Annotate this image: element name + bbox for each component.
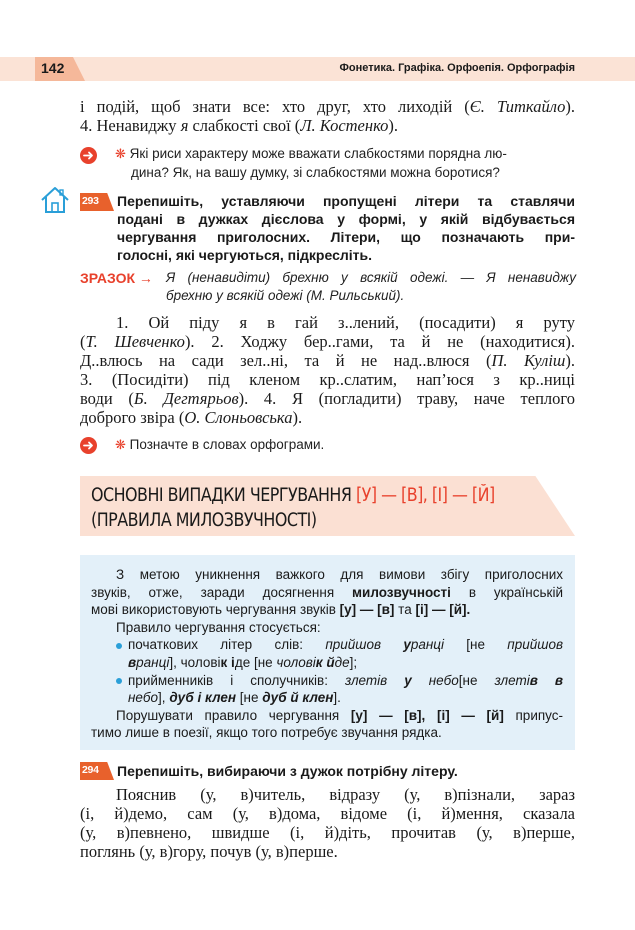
rule-bullet-2: прийменників і сполучників: злетів у небо[не злетів в xyxy=(91,672,563,690)
rule-bullet-1: початкових літер слів: прийшов уранці [не прийшов xyxy=(91,636,563,654)
section-title: ОСНОВНІ ВИПАДКИ ЧЕРГУВАННЯ [У] — [В], [І] — [Й] (ПРАВИЛА МИЛОЗВУЧНОСТІ) xyxy=(91,485,495,531)
exercise-293-text: 1. Ой піду я в гай з..лений, (посадити) я руту (Т. Шевченко). 2. Ходжу бер..гами, та й не (находитися). Д..влюсь на сади зел..ні, та й не над..влюся (П. Куліш). 3. (Посидіти) під кленом кр..слатим, нап’юся з кр..ниці води (Б. Дегтярьов). 4. Я (погладити) траву, наче теплого доброго звіра (О. Слоньовська). xyxy=(80,313,576,427)
question-1: ❋ Які риси характеру може вважати слабкостями порядна лю- дина? Як, на вашу думку, зі слабкостями можна боротися? xyxy=(115,146,507,180)
exercise-294-task: Перепишіть, вибираючи з дужок потрібну літеру. xyxy=(117,763,458,779)
rule-text: З метою уникнення важкого для вимови збігу приголосних звуків, отже, заради досягнення милозвучності в українській мові використовують чергування звуків [у] — [в] та [і] — [й]. Правило чергування стосується: початкових літер слів: прийшов уранці [не прийшов вранці], чоловік іде [не чоловік йде]; прийменників і сполучників: злетів у небо[не злетів в небо], дуб і клен [не дуб й клен]. Порушувати правило чергування [у] — [в], [і] — [й] припус- тимо лише в поезії, якщо того потребує звучання рядка. xyxy=(91,567,564,741)
exercise-294-text: Пояснив (у, в)читель, відразу (у, в)пізнали, зараз (і, й)демо, сам (у, в)дома, відоме (і, й)мення, сказала (у, в)певнено, швидше (і, й)діть, прочитав (у, в)перше, поглянь (у, в)гору, почув (у, в)перше. xyxy=(80,785,575,861)
bullet-dot xyxy=(116,678,122,684)
sample-label: ЗРАЗОК → xyxy=(80,270,153,286)
running-head: Фонетика. Графіка. Орфоепія. Орфографія xyxy=(339,62,575,74)
exercise-294-number: 294 xyxy=(82,764,99,776)
exercise-293-task: Перепишіть, уставляючи пропущені літери та ставлячи подані в дужках дієслова у формі, у якій відбувається чергування приголосних. Літери, що позначають при- голосні, які чергуються, підкресліть. xyxy=(117,193,575,263)
snowflake-icon: ❋ xyxy=(115,438,126,453)
arrow-right-circle-icon xyxy=(80,147,97,164)
intro-line-1: і подій, щоб знати все: хто друг, хто лиходій (Є. Титкайло). xyxy=(80,97,575,116)
snowflake-icon: ❋ xyxy=(115,147,126,162)
page-number: 142 xyxy=(41,60,65,76)
house-icon xyxy=(40,186,70,214)
intro-line-2: 4. Ненавиджу я слабкості свої (Л. Костенко). xyxy=(80,116,399,135)
bullet-dot xyxy=(116,643,122,649)
intro-text xyxy=(80,97,575,135)
arrow-right-circle-icon xyxy=(80,437,97,454)
sample-text: Я (ненавидіти) брехню у всякій одежі. — Я ненавиджу брехню у всякій одежі (М. Рильський). xyxy=(166,270,576,303)
exercise-293-number: 293 xyxy=(82,195,99,207)
question-2: ❋ Позначте в словах орфограми. xyxy=(115,437,325,453)
